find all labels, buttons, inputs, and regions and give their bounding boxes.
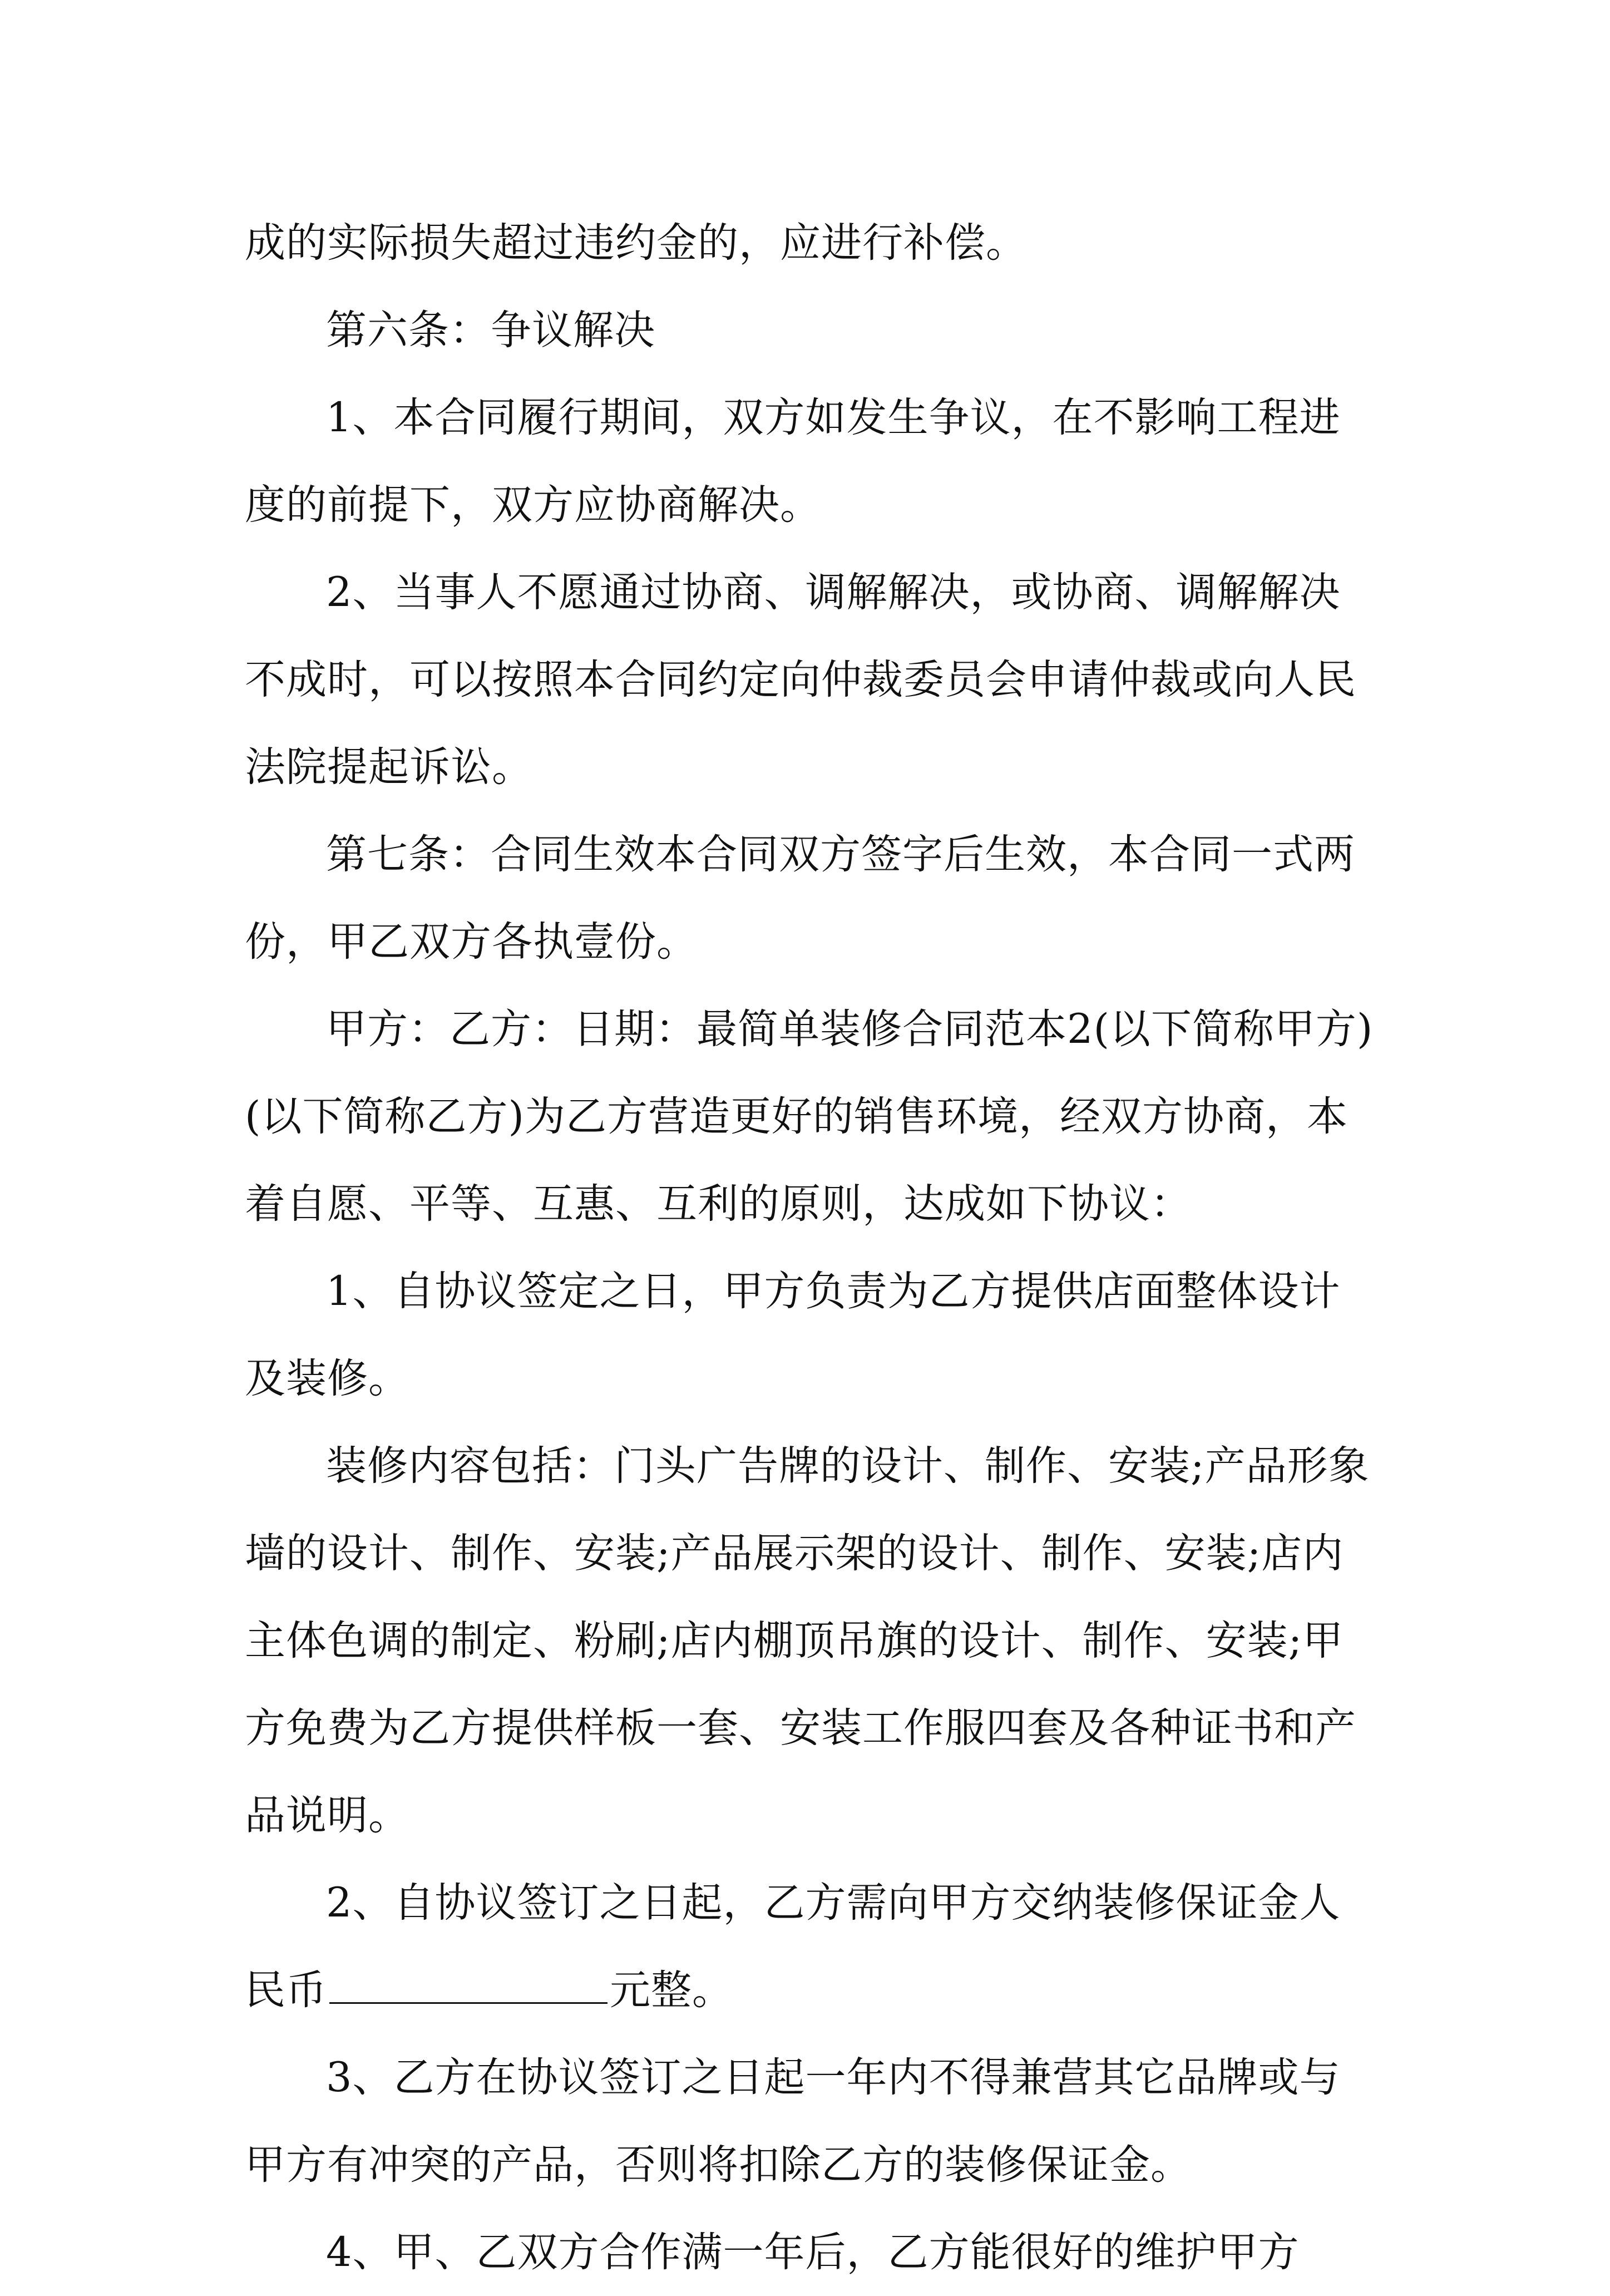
article-seven: 第七条：合同生效本合同双方签字后生效，本合同一式两份，甲乙双方各执壹份。 bbox=[245, 831, 1355, 965]
document-body bbox=[245, 199, 1374, 2296]
clause-4: 4、甲、乙双方合作满一年后，乙方能很好的维护甲方 bbox=[326, 2229, 1300, 2276]
amount-blank-line bbox=[329, 1969, 608, 2004]
clause-1: 1、自协议签定之日，甲方负责为乙方提供店面整体设计及装修。 bbox=[245, 1268, 1341, 1402]
clause-2-suffix: 元整。 bbox=[610, 1967, 733, 2014]
clause-3: 3、乙方在协议签订之日起一年内不得兼营其它品牌或与甲方有冲突的产品，否则将扣除乙方的装修保证金。 bbox=[245, 2054, 1341, 2189]
parties-and-preamble: 甲方：乙方：日期：最简单装修合同范本2(以下简称甲方)(以下简称乙方)为乙方营造更好的销售环境，经双方协商，本着自愿、平等、互惠、互利的原则，达成如下协议： bbox=[245, 1006, 1374, 1228]
article-six-heading: 第六条：争议解决 bbox=[326, 307, 655, 354]
clause-6-2: 2、当事人不愿通过协商、调解解决，或协商、调解解决不成时，可以按照本合同约定向仲裁委员会申请仲裁或向人民法院提起诉讼。 bbox=[245, 569, 1356, 791]
clause-6-1: 1、本合同履行期间，双方如发生争议，在不影响工程进度的前提下，双方应协商解决。 bbox=[245, 394, 1341, 529]
clause-2-text: 2、自协议签订之日起，乙方需向甲方交纳装修保证金人民币 bbox=[245, 1879, 1341, 2014]
clause-2 bbox=[245, 1859, 1374, 2034]
renovation-content: 装修内容包括：门头广告牌的设计、制作、安装;产品形象墙的设计、制作、安装;产品展示架的设计、制作、安装;店内主体色调的制定、粉刷;店内棚顶吊旗的设计、制作、安装;甲方免费为乙方提供样板一套、安装工作服四套及各种证书和产品说明。 bbox=[245, 1442, 1370, 1839]
paragraph-continuation: 成的实际损失超过违约金的，应进行补偿。 bbox=[245, 219, 1027, 267]
